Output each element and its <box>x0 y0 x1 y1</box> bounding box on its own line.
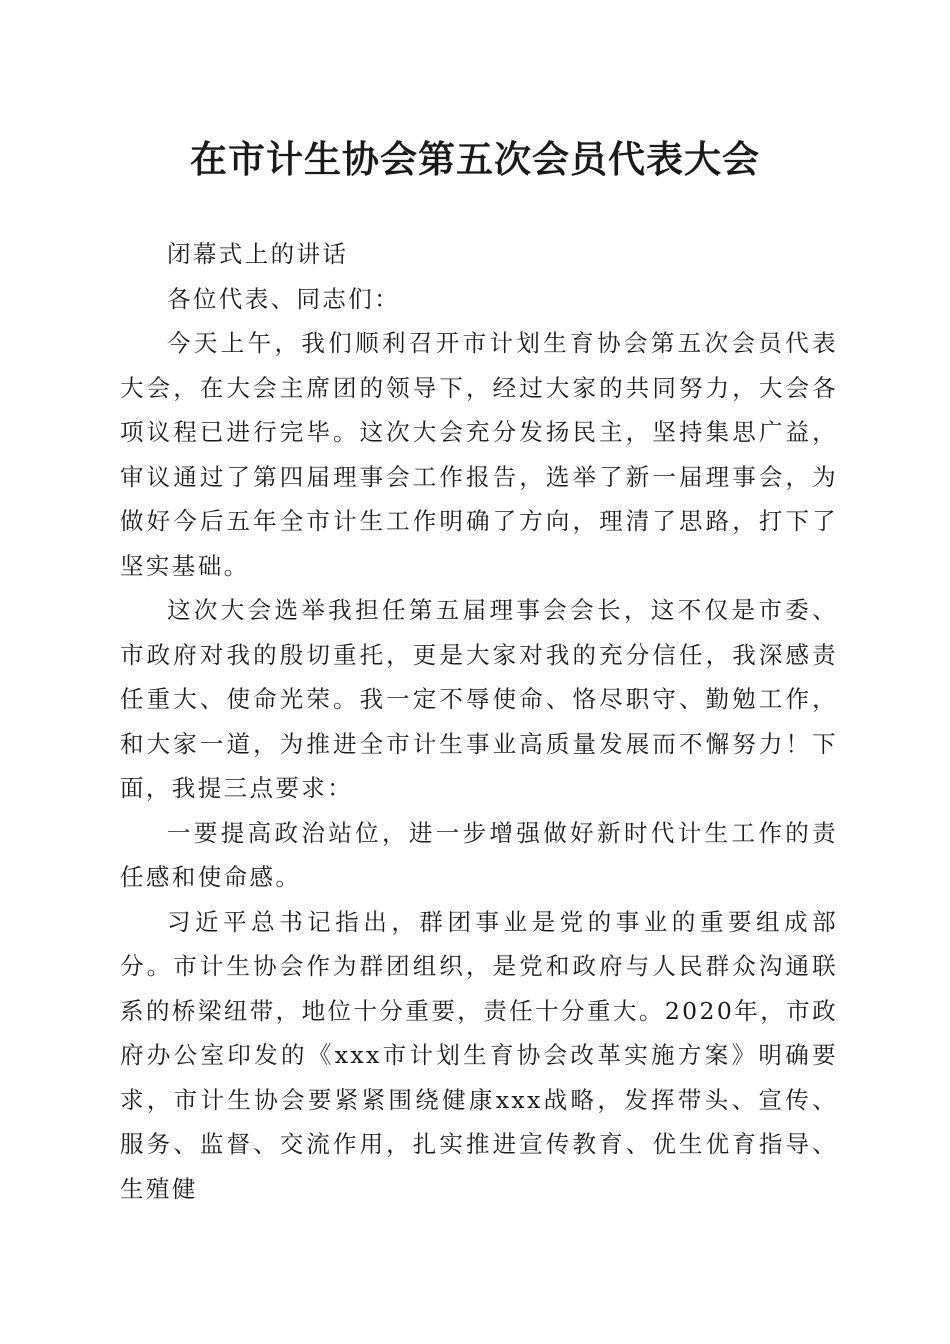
body-paragraph: 习近平总书记指出，群团事业是党的事业的重要组成部分。市计生协会作为群团组织，是党和政府与人民群众沟通联系的桥梁纽带，地位十分重要，责任十分重大。2020年，市政府办公室印发的《xxx市计划生育协会改革实施方案》明确要求，市计生协会要紧紧围绕健康xxx战略，发挥带头、宣传、服务、监督、交流作用，扎实推进宣传教育、优生优育指导、生殖健 <box>120 907 838 1203</box>
body-paragraph: 今天上午，我们顺利召开市计划生育协会第五次会员代表大会，在大会主席团的领导下，经过大家的共同努力，大会各项议程已进行完毕。这次大会充分发扬民主，坚持集思广益，审议通过了第四届理事会工作报告，选举了新一届理事会，为做好今后五年全市计生工作明确了方向，理清了思路，打下了坚实基础。 <box>120 329 838 580</box>
subtitle-paragraph: 闭幕式上的讲话 <box>167 240 349 268</box>
document-title: 在市计生协会第五次会员代表大会 <box>190 137 760 181</box>
salutation-paragraph: 各位代表、同志们： <box>167 284 401 313</box>
body-paragraph: 这次大会选举我担任第五届理事会会长，这不仅是市委、市政府对我的殷切重托，更是大家对我的充分信任，我深感责任重大、使命光荣。我一定不辱使命、恪尽职守、勤勉工作，和大家一道，为推进全市计生事业高质量发展而不懈努力！下面，我提三点要求： <box>120 596 838 802</box>
document-body <box>120 232 838 1211</box>
body-paragraph: 一要提高政治站位，进一步增强做好新时代计生工作的责任感和使命感。 <box>120 818 838 891</box>
